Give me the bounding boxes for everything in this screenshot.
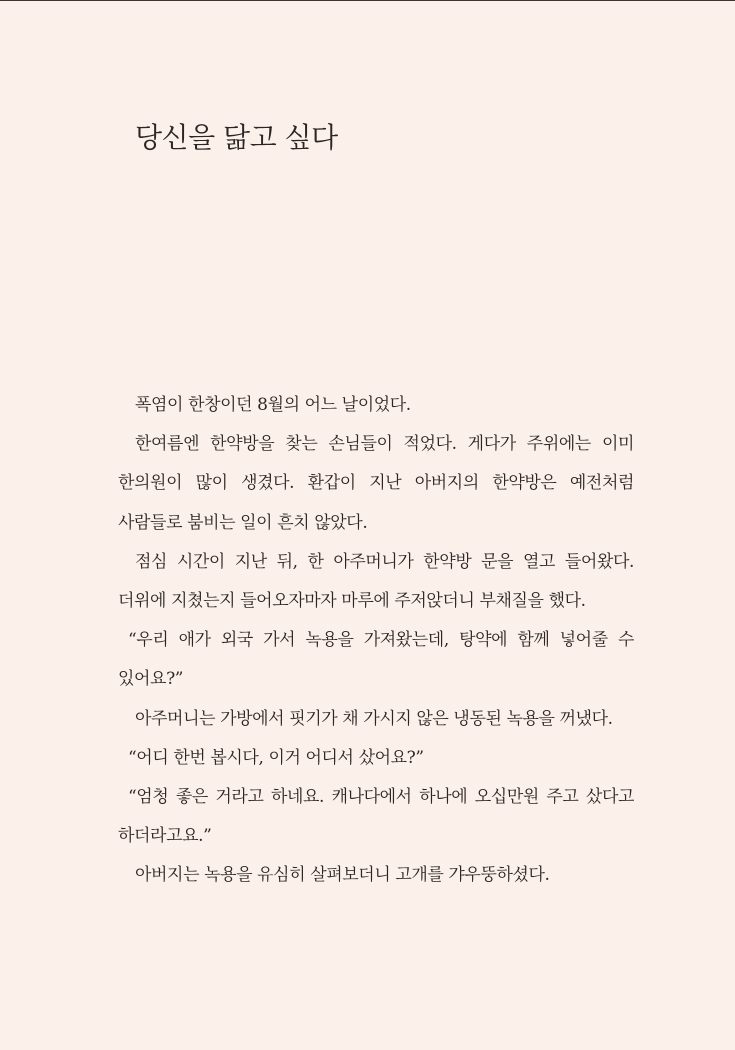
paragraph: 아주머니는 가방에서 핏기가 채 가시지 않은 냉동된 녹용을 꺼냈다. bbox=[135, 708, 613, 729]
paragraph: 한여름엔 한약방을 찾는 손님들이 적었다. 게다가 주위에는 이미 한의원이 많이 생겼다. 환갑이 지난 아버지의 한약방은 예전처럼 사람들로 붐비는 일이 흔치 않았다. bbox=[118, 434, 634, 533]
dialogue-paragraph: “어디 한번 봅시다, 이거 어디서 샀어요?” bbox=[128, 747, 424, 768]
paragraph: 아버지는 녹용을 유심히 살펴보더니 고개를 갸우뚱하셨다. bbox=[135, 865, 550, 886]
chapter-title: 당신을 닮고 싶다 bbox=[135, 121, 338, 154]
top-rule bbox=[0, 0, 735, 1]
dialogue-paragraph: “우리 애가 외국 가서 녹용을 가져왔는데, 탕약에 함께 넣어줄 수 있어요?” bbox=[118, 630, 634, 690]
dialogue-paragraph: “엄청 좋은 거라고 하네요. 캐나다에서 하나에 오십만원 주고 샀다고 하더라고요.” bbox=[118, 787, 634, 847]
paragraph: 점심 시간이 지난 뒤, 한 아주머니가 한약방 문을 열고 들어왔다. 더위에 지쳤는지 들어오자마자 마루에 주저앉더니 부채질을 했다. bbox=[118, 551, 634, 612]
body-text bbox=[118, 386, 634, 896]
paragraph: 폭염이 한창이던 8월의 어느 날이었다. bbox=[135, 395, 411, 415]
